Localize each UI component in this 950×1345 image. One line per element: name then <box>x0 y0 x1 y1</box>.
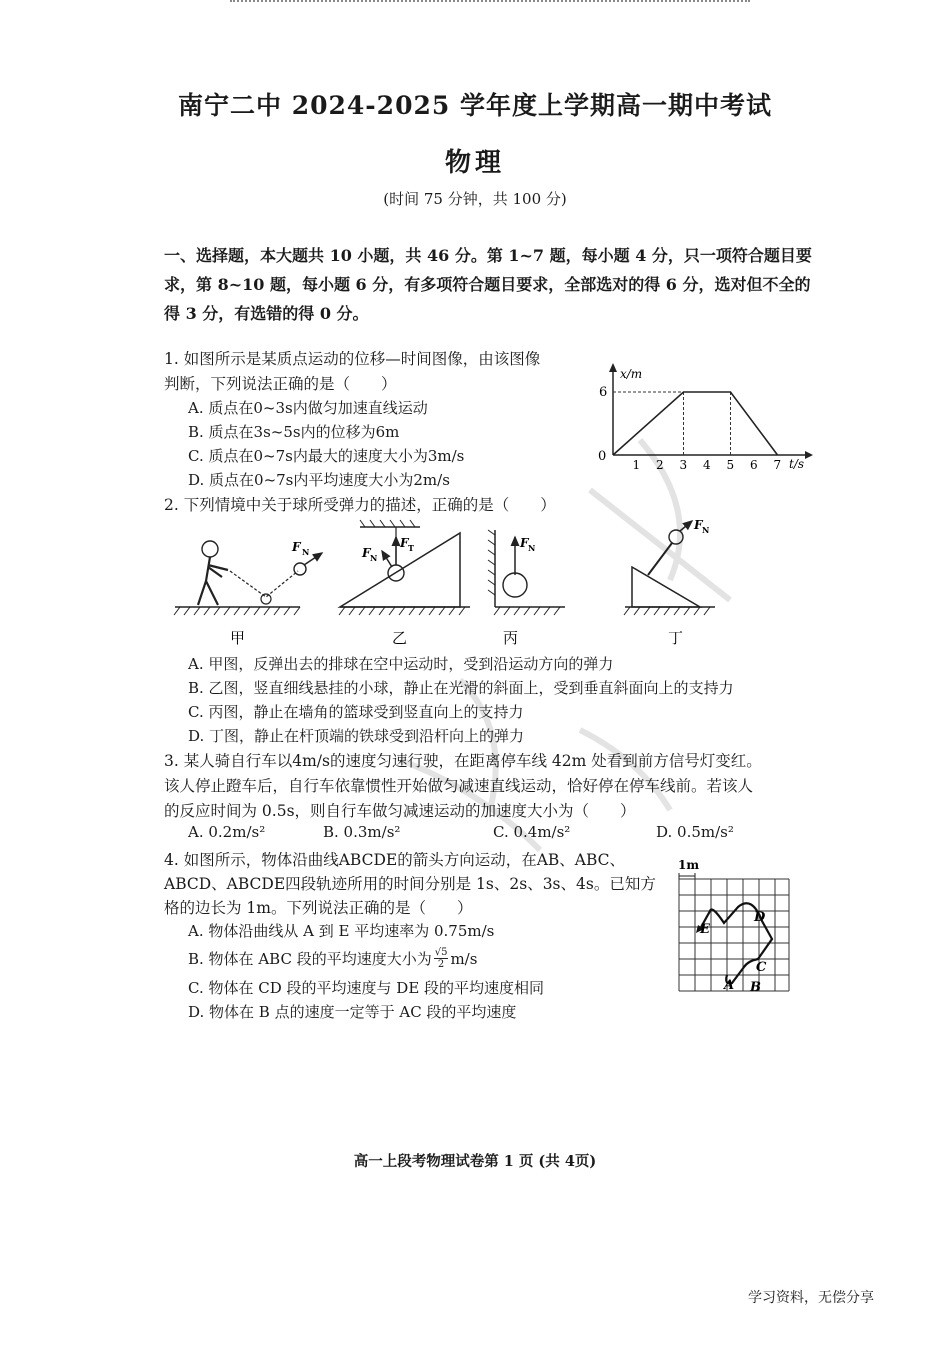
time-info: (时间 75 分钟，共 100 分) <box>383 190 567 208</box>
q3-option-a: A. 0.2m/s² <box>188 823 266 841</box>
figure-bing <box>488 530 565 647</box>
figure-jia <box>174 540 322 647</box>
q3-option-d: D. 0.5m/s² <box>656 823 734 841</box>
x-tick-label-5: 5 <box>726 458 735 472</box>
q4-grid-figure <box>672 855 797 1000</box>
force-label-ft-sub: T <box>408 543 414 553</box>
q4-stem-line1: 4. 如图所示，物体沿曲线ABCDE的箭头方向运动，在AB、ABC、 <box>164 851 626 869</box>
x-axis-arrow <box>805 451 813 459</box>
x-axis-label: t/s <box>789 457 805 471</box>
exam-title: 南宁二中 2024-2025 学年度上学期高一期中考试 <box>178 91 772 120</box>
q2-option-a: A. 甲图，反弹出去的排球在空中运动时，受到沿运动方向的弹力 <box>188 655 614 673</box>
q4-option-c: C. 物体在 CD 段的平均速度与 DE 段的平均速度相同 <box>188 979 545 997</box>
grid-lines <box>679 879 789 991</box>
q4-option-d: D. 物体在 B 点的速度一定等于 AC 段的平均速度 <box>188 1003 517 1021</box>
x-tick-label-7: 7 <box>773 458 782 472</box>
point-e: E <box>700 922 710 937</box>
force-label-fn-ding: F <box>694 518 703 532</box>
q1-stem-line2: 判断，下列说法正确的是（ ） <box>164 375 397 393</box>
force-label-fn-bing-sub: N <box>528 543 536 553</box>
q2-option-d: D. 丁图，静止在杆顶端的铁球受到沿杆向上的弹力 <box>188 727 525 745</box>
q2-option-b: B. 乙图，竖直细线悬挂的小球，静止在光滑的斜面上，受到垂直斜面向上的支持力 <box>188 679 734 697</box>
figure-yi <box>339 520 470 647</box>
q3-stem-line2: 该人停止蹬车后，自行车依靠惯性开始做匀减速直线运动，恰好停在停车线前。若该人 <box>164 777 754 795</box>
iron-ball <box>669 530 683 544</box>
q1-option-a: A. 质点在0~3s内做匀加速直线运动 <box>188 399 428 417</box>
rod <box>648 543 672 575</box>
origin-label: 0 <box>598 449 607 464</box>
q4-stem-line3: 格的边长为 1m。下列说法正确的是（ ） <box>164 899 473 917</box>
q2-figures <box>170 515 730 650</box>
figure-label-yi: 乙 <box>392 629 408 647</box>
force-label-fn-sub: N <box>302 547 310 557</box>
person-head <box>202 541 218 557</box>
y-tick-label-6: 6 <box>599 385 608 400</box>
q2-option-c: C. 丙图，静止在墙角的篮球受到竖直向上的支持力 <box>188 703 524 721</box>
grid-unit-label: 1m <box>678 858 700 872</box>
q3-stem-line3: 的反应时间为 0.5s，则自行车做匀减速运动的加速度大小为（ ） <box>164 802 636 820</box>
subject-title: 物理 <box>444 148 505 178</box>
q4-option-b-text: B. 物体在 ABC 段的平均速度大小为 <box>188 950 432 968</box>
q4-option-b-fraction <box>434 947 449 970</box>
figure-label-bing: 丙 <box>503 629 519 647</box>
x-tick-label-4: 4 <box>703 458 711 472</box>
force-label-fn-yi-sub: N <box>370 553 378 563</box>
ball-path <box>230 571 298 597</box>
ding-support <box>632 567 700 607</box>
basketball <box>503 573 527 597</box>
q4-option-b-unit: m/s <box>450 949 478 968</box>
point-a: A <box>724 978 735 993</box>
force-label-fn-bing: F <box>520 536 529 550</box>
person-body <box>198 557 228 605</box>
q1-option-c: C. 质点在0~7s内最大的速度大小为3m/s <box>188 447 465 465</box>
q4-option-a: A. 物体沿曲线从 A 到 E 平均速率为 0.75m/s <box>188 922 495 940</box>
figure-ding <box>624 518 715 647</box>
point-d: D <box>754 910 766 925</box>
force-label-fn: F <box>292 540 301 554</box>
x-tick-label-2: 2 <box>656 458 664 472</box>
q3-option-b: B. 0.3m/s² <box>323 823 401 841</box>
figure-label-ding: 丁 <box>668 629 684 647</box>
scan-edge-line <box>230 0 750 6</box>
y-axis-label: x/m <box>620 367 643 381</box>
q4-stem-line2: ABCD、ABCDE四段轨迹所用的时间分别是 1s、2s、3s、4s。已知方 <box>164 875 656 893</box>
xt-series-line <box>613 392 778 455</box>
share-note: 学习资料，无偿分享 <box>748 1290 874 1306</box>
force-label-ft: F <box>400 536 409 550</box>
q4-option-b-numerator: √5 <box>434 947 448 958</box>
q2-stem: 2. 下列情境中关于球所受弹力的描述，正确的是（ ） <box>164 496 556 514</box>
q4-option-b-denominator: 2 <box>437 959 445 970</box>
y-axis-arrow <box>609 363 617 372</box>
section-instructions-line3: 得 3 分，有选错的得 0 分。 <box>164 304 369 323</box>
page-footer: 高一上段考物理试卷第 1 页 (共 4页) <box>353 1153 597 1170</box>
figure-label-jia: 甲 <box>230 629 246 647</box>
x-tick-label-3: 3 <box>679 458 688 472</box>
q3-option-c: C. 0.4m/s² <box>493 823 571 841</box>
force-label-fn-yi: F <box>362 546 371 560</box>
x-tick-label-6: 6 <box>750 458 758 472</box>
section-instructions-line1: 一、选择题，本大题共 10 小题，共 46 分。第 1~7 题，每小题 4 分，只一项符合题目要 <box>164 246 812 265</box>
force-label-fn-ding-sub: N <box>702 525 710 535</box>
q1-option-d: D. 质点在0~7s内平均速度大小为2m/s <box>188 471 450 489</box>
q3-stem-line1: 3. 某人骑自行车以4m/s的速度匀速行驶，在距离停车线 42m 处看到前方信号灯变红。 <box>164 752 762 770</box>
q1-stem-line1: 1. 如图所示是某质点运动的位移—时间图像，由该图像 <box>164 350 541 368</box>
xt-graph <box>590 360 815 475</box>
point-c: C <box>756 960 767 975</box>
section-instructions-line2: 求，第 8~10 题，每小题 6 分，有多项符合题目要求，全部选对的得 6 分，选对但不全的 <box>164 275 811 294</box>
point-b: B <box>750 980 761 995</box>
q4-option-b <box>188 947 477 970</box>
x-tick-label-1: 1 <box>632 458 641 472</box>
q1-option-b: B. 质点在3s~5s内的位移为6m <box>188 423 400 441</box>
